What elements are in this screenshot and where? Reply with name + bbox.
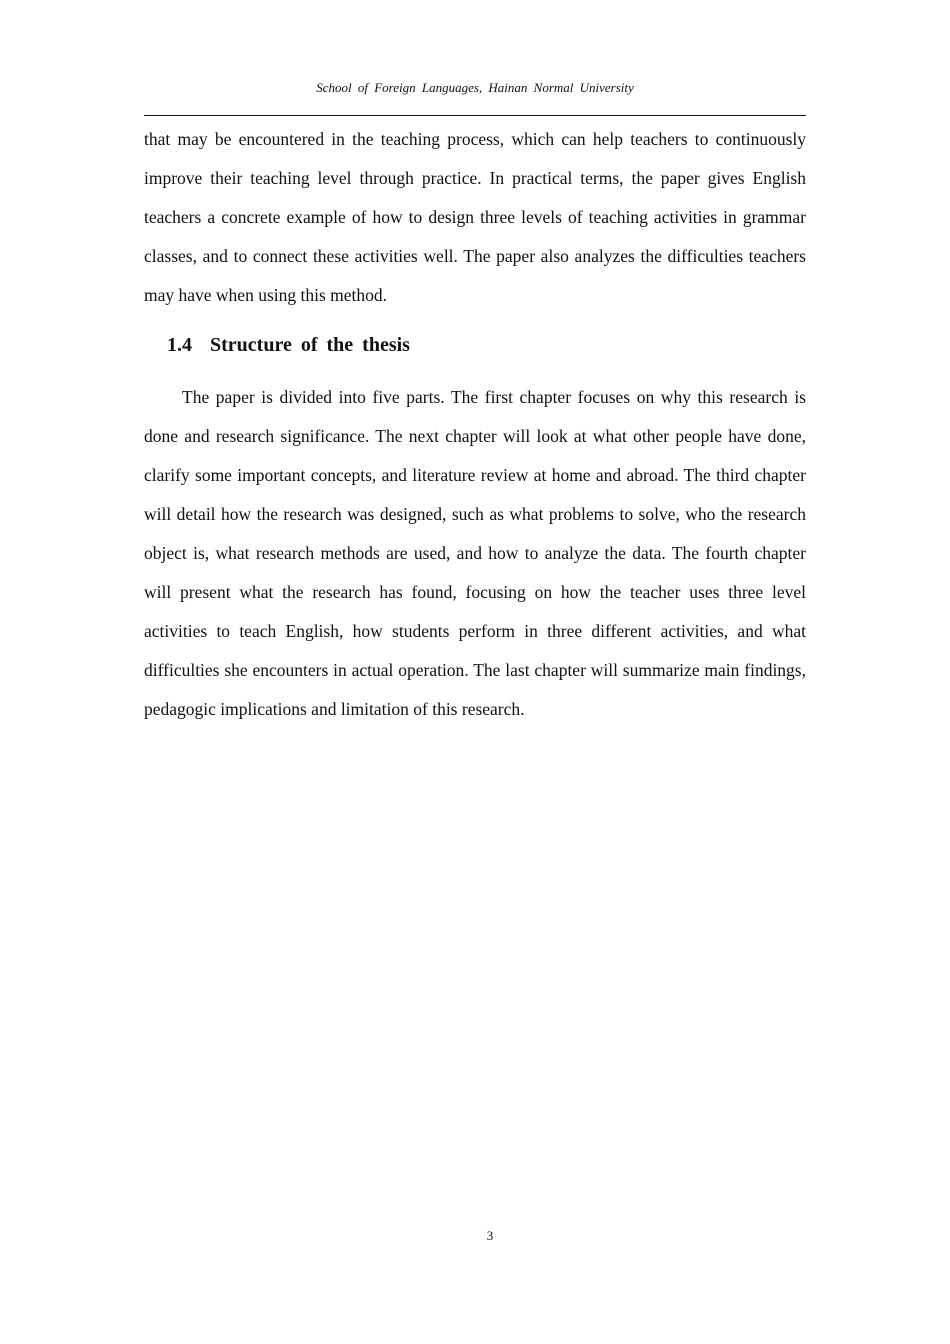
section-number: 1.4: [167, 334, 192, 356]
body-paragraph-continuation: that may be encountered in the teaching process, which can help teachers to continuously improve their teaching level through practice. In practical terms, the paper gives English teachers a concrete example of how to design three levels of teaching activities in grammar classes, and to connect these activities well. The paper also analyzes the difficulties teachers may have when using this method.: [144, 129, 806, 305]
body-paragraph-structure: The paper is divided into five parts. The first chapter focuses on why this research is done and research significance. The next chapter will look at what other people have done, clarify some important concepts, and literature review at home and abroad. The third chapter will detail how the research was designed, such as what problems to solve, who the research object is, what research methods are used, and how to analyze the data. The fourth chapter will present what the research has found, focusing on how the teacher uses three level activities to teach English, how students perform in three different activities, and what difficulties she encounters in actual operation. The last chapter will summarize main findings, pedagogic implications and limitation of this research.: [144, 387, 806, 719]
header-rule: [144, 115, 806, 116]
running-header: School of Foreign Languages, Hainan Normal University: [316, 80, 634, 95]
section-heading: [167, 331, 410, 359]
section-title: Structure of the thesis: [210, 334, 410, 356]
page-number: 3: [486, 1228, 494, 1243]
